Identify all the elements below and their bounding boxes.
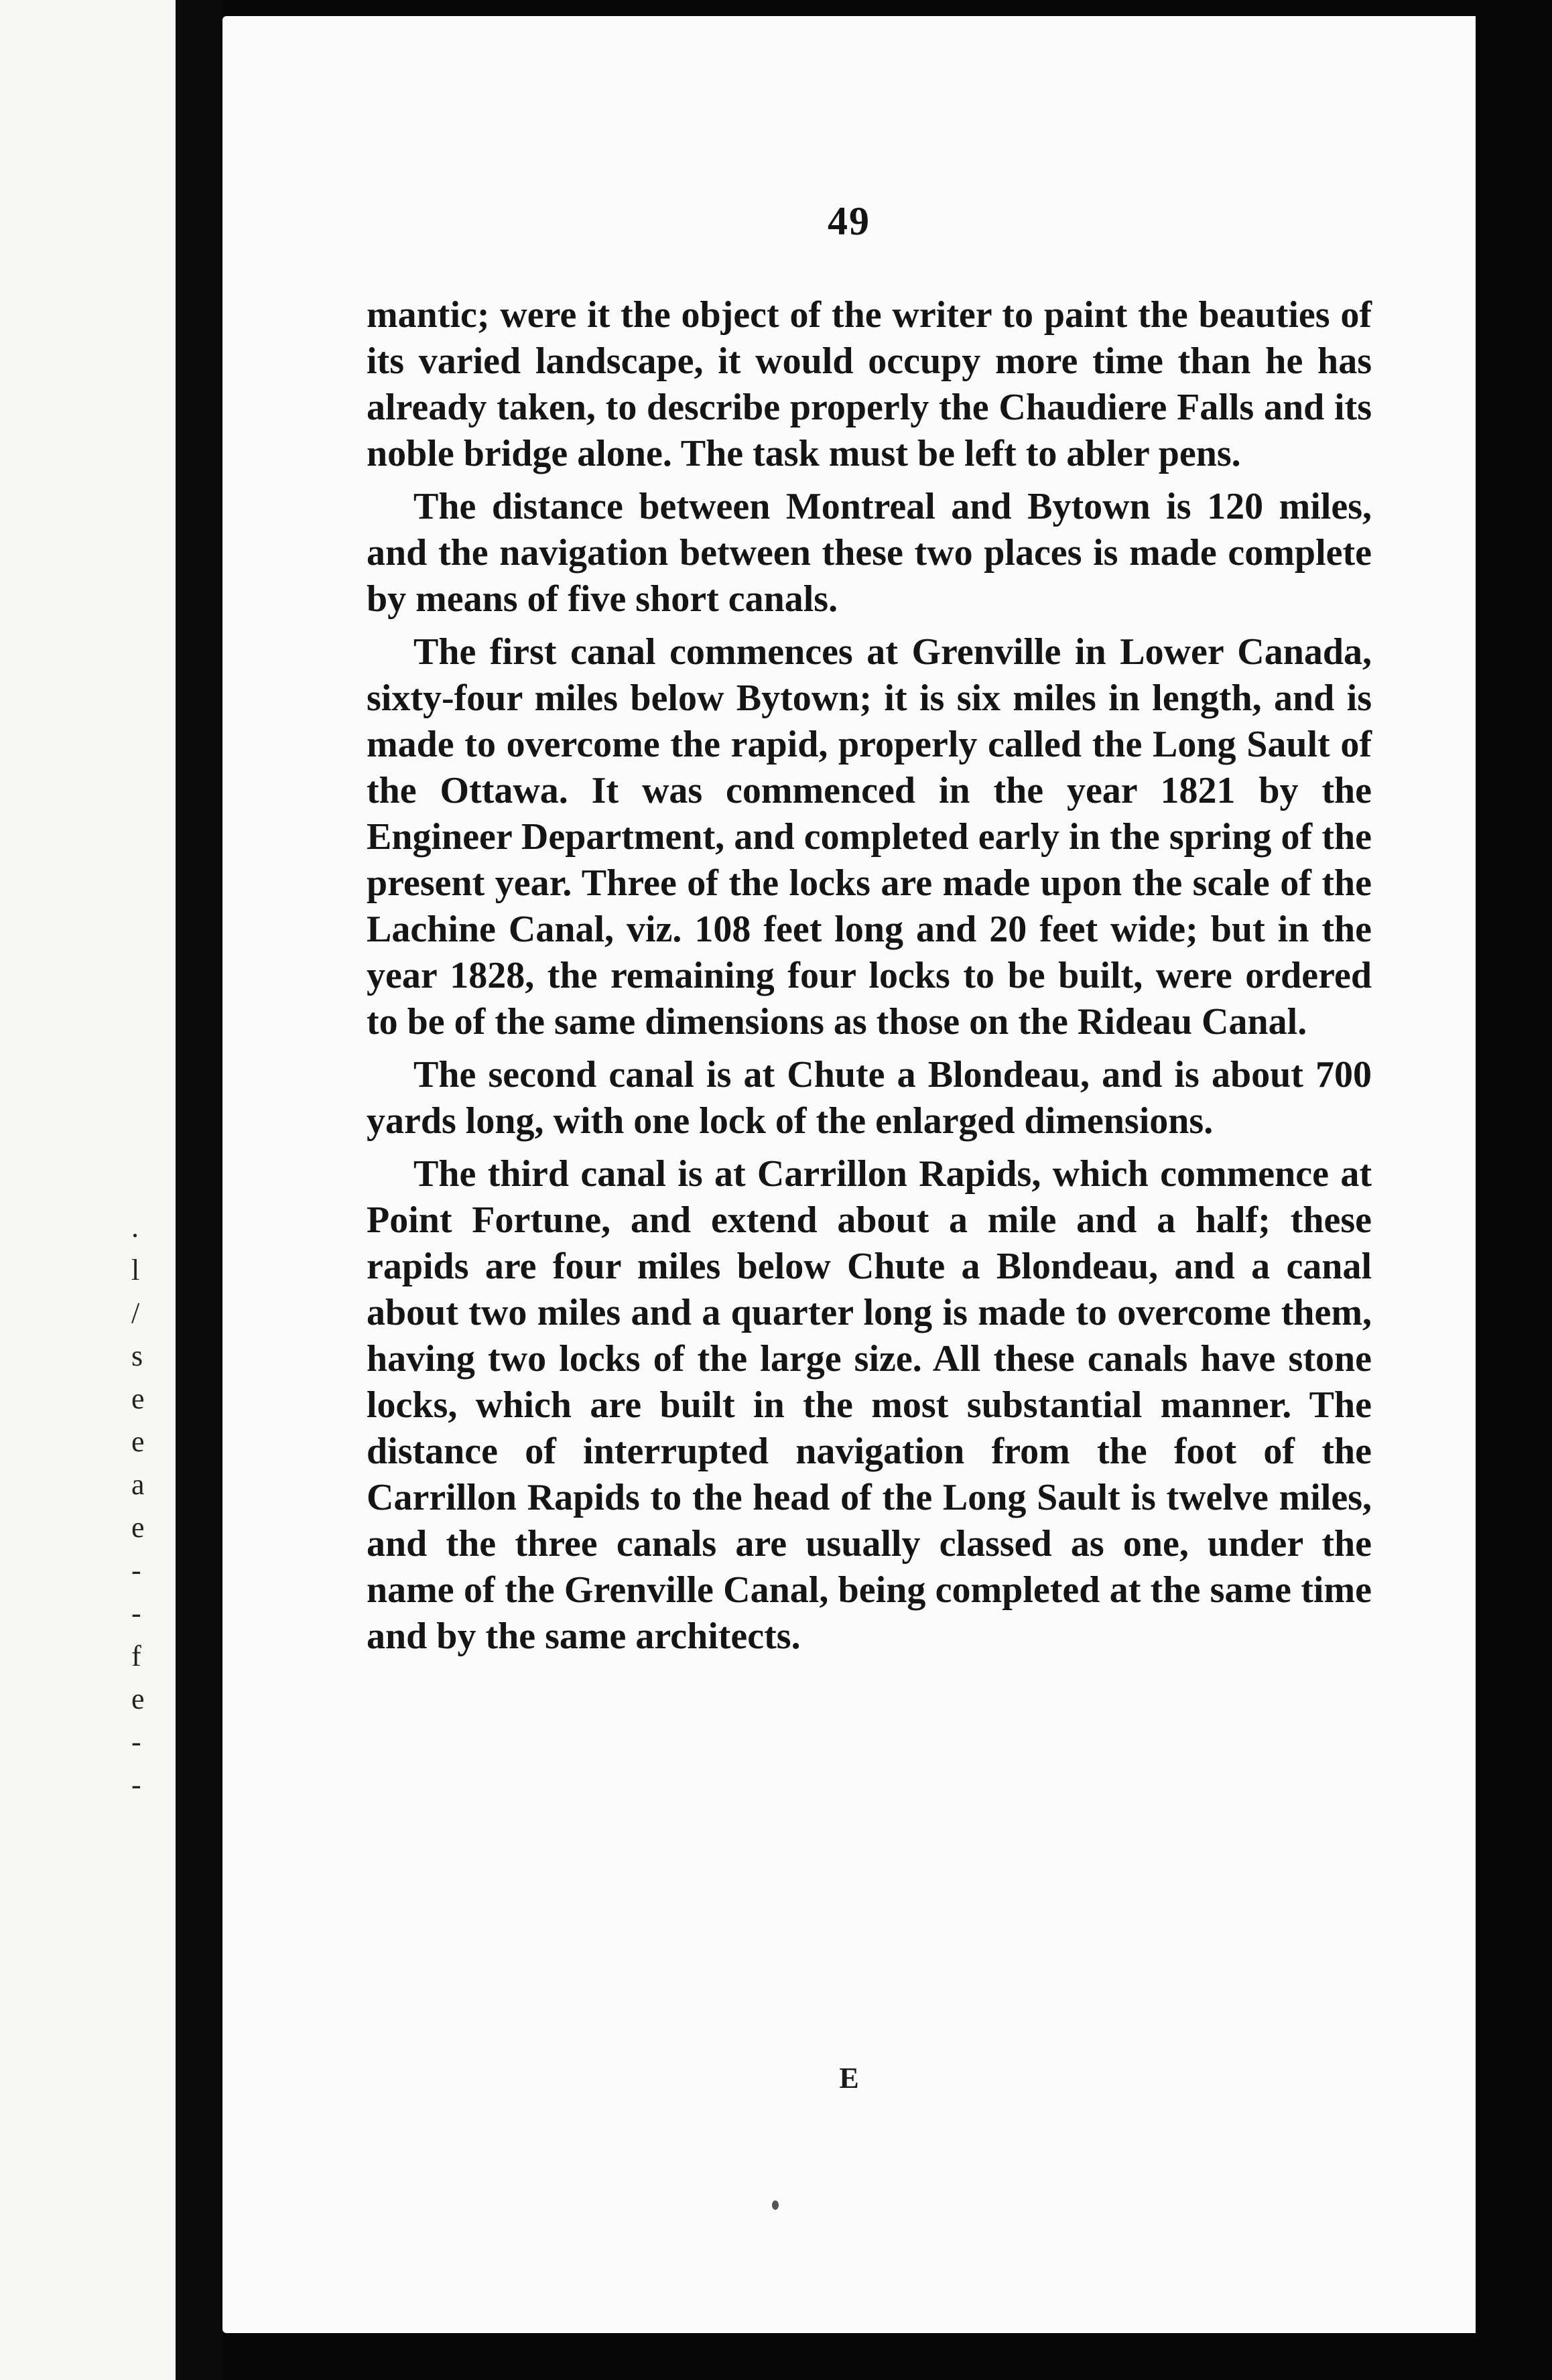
edge-letter: a: [131, 1468, 145, 1501]
paragraph-distance: The distance between Montreal and Bytown is 120 miles, and the navigation between these two places is made complete by means of five short canals.: [367, 486, 1372, 620]
edge-letter: -: [131, 1597, 141, 1630]
edge-letter: e: [131, 1425, 145, 1458]
edge-letter: -: [131, 1554, 141, 1587]
edge-letter: e: [131, 1382, 145, 1415]
paper-speck: [772, 2200, 779, 2210]
edge-letter: /: [131, 1297, 140, 1329]
edge-letter: -: [131, 1768, 141, 1801]
edge-letter: -: [131, 1725, 141, 1758]
page-number: 49: [828, 199, 870, 243]
printer-signature-mark: E: [839, 2062, 859, 2095]
paragraph-first-canal: The first canal commences at Grenville in Lower Canada, sixty-four miles below Bytown; it is six miles in length, and is made to overcome the rapid, properly called the Long Sault of the Ottawa. It was commenced in the year 1821 by the Engineer Department, and completed early in the spring of the present year. Three of the locks are made upon the scale of the Lachine Canal, viz. 108 feet long and 20 feet wide; but in the year 1828, the remaining four locks to be built, were ordered to be of the same dimensions as those on the Rideau Canal.: [367, 631, 1372, 1043]
previous-page-edge-letters: [131, 1206, 172, 1806]
edge-letter: s: [131, 1339, 143, 1372]
right-dark-edge: [1476, 0, 1552, 2380]
body-text: [367, 292, 1372, 1660]
edge-letter: f: [131, 1640, 141, 1672]
paragraph-second-canal: The second canal is at Chute a Blondeau, and is about 700 yards long, with one lock of the enlarged dimensions.: [367, 1054, 1372, 1142]
edge-letter: l: [131, 1254, 140, 1286]
book-gutter: [176, 0, 222, 2380]
edge-letter: e: [131, 1511, 145, 1544]
edge-letter: e: [131, 1682, 145, 1715]
paragraph-third-canal: The third canal is at Carrillon Rapids, which commence at Point Fortune, and extend about a mile and a half; these rapids are four miles below Chute a Blondeau, and a canal about two miles and a quarter long is made to overcome them, having two locks of the large size. All these canals have stone locks, which are built in the most substantial manner. The distance of interrupted navigation from the foot of the Carrillon Rapids to the head of the Long Sault is twelve miles, and the three canals are usually classed as one, under the name of the Grenville Canal, being completed at the same time and by the same architects.: [367, 1153, 1372, 1657]
book-page: [222, 16, 1476, 2333]
paragraph-continuation: mantic; were it the object of the writer to paint the beauties of its varied landscape, it would occupy more time than he has already taken, to describe properly the Chaudiere Falls and its noble bridge alone. The task must be left to abler pens.: [367, 294, 1372, 474]
previous-page-strip: [0, 0, 176, 2380]
edge-letter: .: [131, 1211, 139, 1244]
